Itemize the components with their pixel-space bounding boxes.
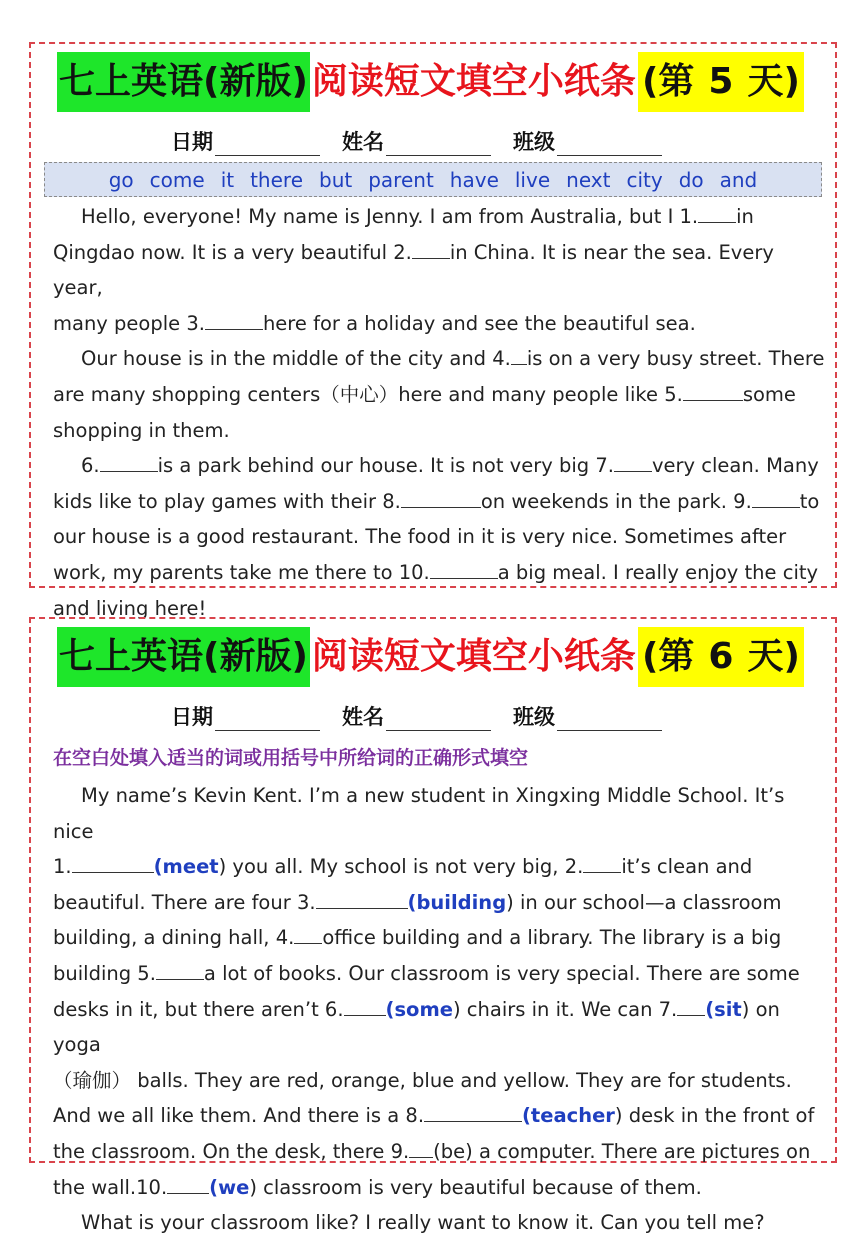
passage-line — [53, 484, 825, 520]
word-bank-item: but — [319, 167, 353, 192]
class-field[interactable] — [557, 708, 662, 731]
passage-text-run: Our house is in the middle of the city and 4. — [81, 347, 511, 371]
passage-line — [53, 1098, 825, 1134]
word-hint: (we — [209, 1175, 250, 1199]
answer-blank[interactable] — [294, 923, 322, 944]
passage-text-run: on weekends in the park. 9. — [480, 489, 752, 513]
passage-text-run: many people 3. — [53, 311, 205, 335]
class-field[interactable] — [557, 133, 662, 156]
word-hint: (teacher — [522, 1104, 615, 1128]
word-bank-item: there — [250, 167, 304, 192]
student-info-row — [171, 701, 684, 731]
word-hint: (building — [407, 890, 507, 914]
word-bank-item: and — [719, 167, 758, 192]
title-course: 七上英语(新版) — [57, 52, 310, 112]
passage-text-run: （瑜伽） balls. They are red, orange, blue and yellow. They are for students. — [53, 1068, 792, 1092]
passage-line — [53, 448, 825, 484]
passage-text-run: it’s clean and — [621, 855, 753, 879]
passage-text-run: are many shopping centers（中心）here and many people like 5. — [53, 382, 683, 406]
answer-blank[interactable] — [72, 852, 154, 873]
passage-line — [53, 519, 825, 555]
passage-line — [53, 992, 825, 1063]
passage-text-run: Hello, everyone! My name is Jenny. I am from Australia, but I 1. — [81, 205, 699, 228]
answer-blank[interactable] — [752, 487, 800, 508]
passage-text-run: 1. — [53, 855, 72, 879]
answer-blank[interactable] — [511, 344, 527, 365]
passage-line — [53, 1205, 825, 1241]
passage-text-run: ) desk in the front of — [614, 1104, 815, 1128]
title-day-prefix: (第 — [641, 61, 695, 102]
passage-line — [53, 778, 825, 849]
answer-blank[interactable] — [100, 451, 158, 472]
passage-text-run: a lot of books. Our classroom is very special. There are some — [203, 961, 800, 985]
date-label: 日期 — [171, 130, 213, 154]
word-bank-item: live — [514, 167, 551, 192]
word-bank — [44, 162, 822, 197]
date-field[interactable] — [215, 133, 320, 156]
word-bank-item: go — [108, 167, 134, 192]
word-bank-item: next — [566, 167, 611, 192]
passage-text-run: here for a holiday and see the beautiful sea. — [262, 311, 696, 335]
student-info-row — [171, 126, 684, 156]
passage-text-run: Qingdao now. It is a very beautiful 2. — [53, 240, 412, 264]
answer-blank[interactable] — [401, 487, 481, 508]
word-bank-item: have — [449, 167, 499, 192]
passage-text-run: ) classroom is very beautiful because of them. — [249, 1175, 702, 1199]
word-hint: (some — [385, 997, 453, 1021]
passage-text — [53, 778, 825, 1241]
answer-blank[interactable] — [614, 451, 652, 472]
answer-blank[interactable] — [412, 238, 450, 259]
passage-text-run: the classroom. On the desk, there 9. — [53, 1139, 410, 1163]
word-bank-item: do — [678, 167, 704, 192]
name-field[interactable] — [386, 133, 491, 156]
passage-line — [53, 956, 825, 992]
instruction-text: 在空白处填入适当的词或用括号中所给词的正确形式填空 — [53, 747, 529, 769]
title-topic: 阅读短文填空小纸条 — [311, 636, 636, 677]
word-hint: (sit — [705, 997, 742, 1021]
passage-text-run: to — [799, 489, 820, 513]
title-day — [638, 627, 804, 687]
passage-line — [53, 1170, 825, 1206]
passage-line — [53, 920, 825, 956]
passage-line — [53, 555, 825, 591]
class-label: 班级 — [513, 130, 555, 154]
date-label: 日期 — [171, 705, 213, 729]
answer-blank[interactable] — [205, 309, 263, 330]
passage-text-run: in — [736, 205, 754, 228]
passage-line — [53, 885, 825, 921]
word-bank-item: city — [626, 167, 663, 192]
passage-text-run: a big meal. I really enjoy the city — [497, 560, 819, 584]
passage-text-run: building, a dining hall, 4. — [53, 926, 295, 950]
passage-text-run: in China. It is near the sea. Every year, — [53, 240, 774, 300]
date-field[interactable] — [215, 708, 320, 731]
title-day-prefix: (第 — [641, 636, 695, 677]
passage-text-run: the wall.10. — [53, 1175, 168, 1199]
title-day-suffix: 天) — [747, 61, 800, 102]
passage-text-run: ) on yoga — [53, 997, 780, 1057]
passage-line — [53, 413, 825, 449]
worksheet-day-6 — [29, 617, 837, 1235]
passage-line — [53, 1063, 825, 1099]
answer-blank[interactable] — [430, 558, 498, 579]
class-label: 班级 — [513, 705, 555, 729]
answer-blank[interactable] — [583, 852, 621, 873]
passage-line — [53, 235, 825, 306]
passage-text — [53, 199, 825, 626]
passage-text-run: 6. — [81, 454, 100, 478]
passage-line — [53, 199, 825, 235]
passage-text-run: kids like to play games with their 8. — [53, 489, 401, 513]
word-bank-item: parent — [368, 167, 434, 192]
answer-blank[interactable] — [424, 1101, 522, 1122]
passage-text-run: shopping in them. — [53, 418, 230, 442]
passage-text-run: ) chairs in it. We can 7. — [453, 997, 678, 1021]
passage-text-run: our house is a good restaurant. The food in it is very nice. Sometimes after — [53, 525, 787, 549]
title-day-suffix: 天) — [747, 636, 800, 677]
passage-text-run: (be) a computer. There are pictures on — [433, 1139, 811, 1163]
word-hint: (meet — [153, 855, 219, 879]
passage-text-run: is on a very busy street. There — [526, 347, 825, 371]
name-label: 姓名 — [342, 705, 384, 729]
title-day — [638, 52, 804, 112]
title-course: 七上英语(新版) — [57, 627, 310, 687]
passage-line — [53, 341, 825, 377]
answer-blank[interactable] — [344, 995, 386, 1016]
passage-text-run: My name’s Kevin Kent. I’m a new student in Xingxing Middle School. It’s nice — [53, 784, 785, 843]
passage-text-run: And we all like them. And there is a 8. — [53, 1104, 425, 1128]
title-day-number: 6 — [708, 636, 734, 677]
answer-blank[interactable] — [409, 1137, 433, 1158]
answer-blank[interactable] — [316, 888, 408, 909]
word-bank-item: come — [149, 167, 205, 192]
passage-line — [53, 306, 825, 342]
worksheet-day-5 — [29, 42, 837, 620]
passage-text-run: work, my parents take me there to 10. — [53, 560, 430, 584]
title-topic: 阅读短文填空小纸条 — [311, 61, 636, 102]
passage-text-run: ) in our school—a classroom — [506, 890, 782, 914]
answer-blank[interactable] — [167, 1173, 209, 1194]
title-day-number: 5 — [708, 61, 734, 102]
name-field[interactable] — [386, 708, 491, 731]
answer-blank[interactable] — [677, 995, 705, 1016]
answer-blank[interactable] — [683, 380, 743, 401]
passage-text-run: is a park behind our house. It is not very big 7. — [157, 454, 614, 478]
name-label: 姓名 — [342, 130, 384, 154]
passage-text-run: What is your classroom like? I really want to know it. Can you tell me? — [81, 1211, 765, 1235]
passage-line — [53, 849, 825, 885]
passage-text-run: desks in it, but there aren’t 6. — [53, 997, 344, 1021]
passage-text-run: office building and a library. The library is a big — [322, 926, 782, 950]
passage-text-run: some — [742, 382, 796, 406]
passage-line — [53, 377, 825, 413]
passage-text-run: beautiful. There are four 3. — [53, 890, 316, 914]
worksheet-title — [57, 52, 804, 112]
passage-text-run: ) you all. My school is not very big, 2. — [218, 855, 584, 879]
answer-blank[interactable] — [698, 202, 736, 223]
answer-blank[interactable] — [156, 959, 204, 980]
passage-text-run: and living here! — [53, 596, 207, 620]
word-bank-item: it — [220, 167, 235, 192]
passage-text-run: building 5. — [53, 961, 156, 985]
worksheet-title — [57, 627, 804, 687]
passage-text-run: very clean. Many — [651, 454, 819, 478]
passage-line — [53, 1134, 825, 1170]
